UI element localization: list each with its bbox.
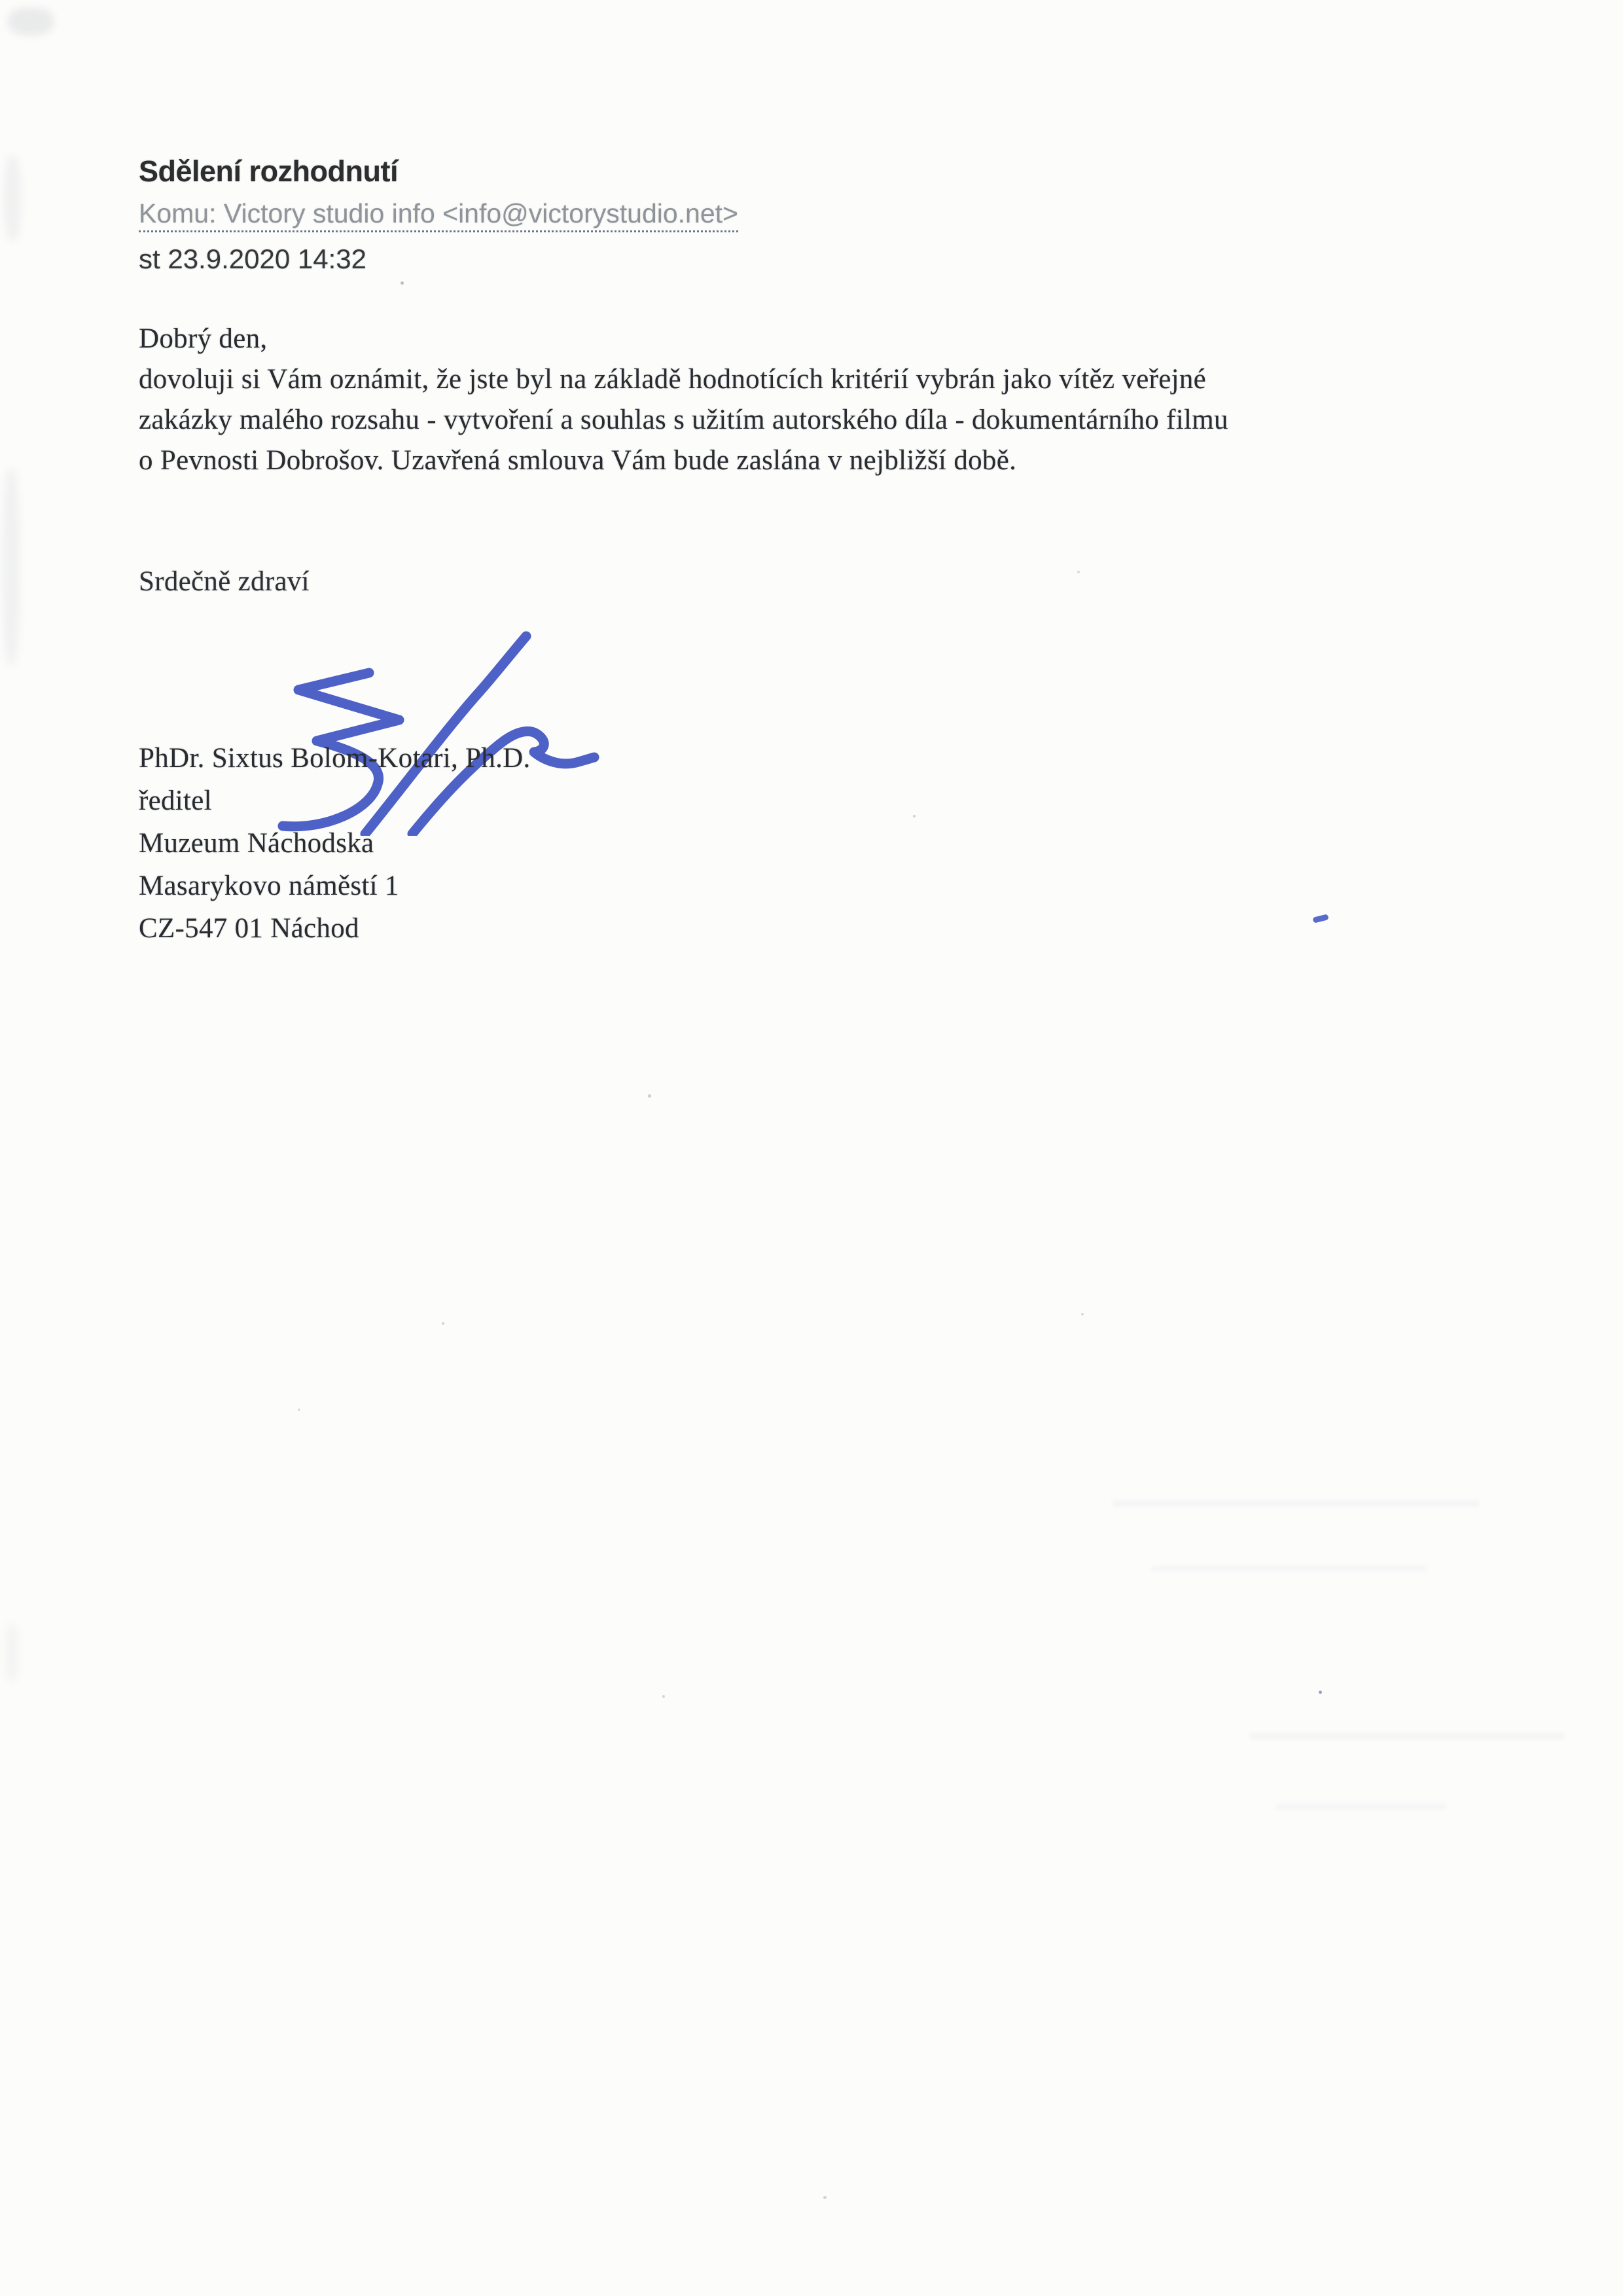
body-line: o Pevnosti Dobrošov. Uzavřená smlouva Vám bude zaslána v nejbližší době. xyxy=(139,445,1017,476)
scan-noise-speck xyxy=(823,2196,827,2199)
scan-noise-speck xyxy=(648,1094,651,1098)
sender-address-street: Masarykovo náměstí 1 xyxy=(139,870,399,901)
sender-organization: Muzeum Náchodska xyxy=(139,828,374,859)
email-subject: Sdělení rozhodnutí xyxy=(139,154,398,188)
scan-noise-speck xyxy=(913,815,916,817)
sender-name: PhDr. Sixtus Bolom-Kotari, Ph.D. xyxy=(139,743,531,774)
scan-noise-speck xyxy=(442,1322,444,1325)
scan-ghosting xyxy=(1152,1566,1427,1571)
body-line: zakázky malého rozsahu - vytvoření a souhlas s užitím autorského díla - dokumentárního filmu xyxy=(139,404,1228,435)
ink-speck xyxy=(1312,914,1329,924)
scan-ghosting xyxy=(1276,1804,1446,1810)
scan-noise-speck xyxy=(1319,1691,1322,1694)
scan-noise-speck xyxy=(298,1408,300,1411)
signature-block xyxy=(139,737,531,950)
sender-address-city: CZ-547 01 Náchod xyxy=(139,913,359,944)
scan-smudge xyxy=(3,469,20,665)
closing-salutation: Srdečně zdraví xyxy=(139,566,310,597)
email-date: st 23.9.2020 14:32 xyxy=(139,243,366,274)
scan-noise-speck xyxy=(662,1695,665,1698)
scan-smudge xyxy=(8,8,54,35)
body-line: Dobrý den, xyxy=(139,323,268,354)
scan-smudge xyxy=(4,156,21,241)
letter-body xyxy=(139,319,1228,481)
body-line: dovoluji si Vám oznámit, že jste byl na základě hodnotících kritérií vybrán jako vítěz veřejné xyxy=(139,364,1207,395)
sender-title: ředitel xyxy=(139,785,212,816)
scan-noise-speck xyxy=(401,281,404,285)
scan-ghosting xyxy=(1250,1733,1564,1740)
scan-ghosting xyxy=(1113,1500,1479,1507)
scan-smudge xyxy=(5,1623,18,1682)
scan-noise-speck xyxy=(1077,571,1080,573)
scan-noise-speck xyxy=(1081,1313,1084,1316)
email-recipient-link: Komu: Victory studio info <info@victorystudio.net> xyxy=(139,198,738,232)
